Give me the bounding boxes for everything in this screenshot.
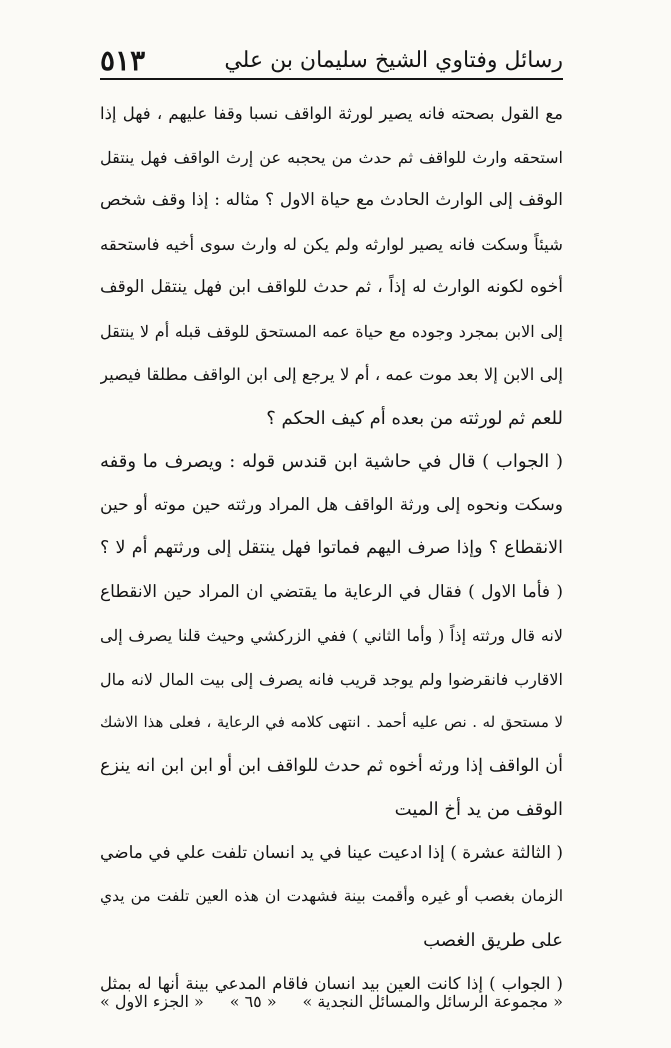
text-line: للعم ثم لورثته من بعده أم كيف الحكم ؟	[266, 407, 563, 429]
text-line: الاقارب فانقرضوا ولم يوجد قريب فانه يصرف إلى بيت المال لانه مال	[100, 669, 563, 689]
page-number: ٥١٣	[100, 44, 146, 77]
text-line: على طريق الغصب	[423, 929, 563, 951]
page-header	[100, 34, 563, 78]
text-line: لانه قال ورثته إذاً ( وأما الثاني ) ففي الزركشي وحيث قلنا يصرف إلى	[100, 626, 563, 645]
text-line: ( الجواب ) إذا كانت العين بيد انسان فاقام المدعي بينة أنها له بمثل	[100, 974, 563, 993]
text-line: أن الواقف إذا ورثه أخوه ثم حدث للواقف ابن أو ابن ابن انه ينزع	[100, 755, 563, 776]
footer-page-ref: « ٦٥ »	[229, 991, 277, 1011]
text-line: الزمان بغصب أو غيره وأقمت بينة فشهدت ان هذه العين تلفت من يدي	[100, 887, 563, 905]
footer-collection-title: « مجموعة الرسائل والمسائل النجدية »	[302, 991, 563, 1011]
text-line: استحقه وارث للواقف ثم حدث من يحجبه عن إرث الواقف فهل ينتقل	[100, 147, 563, 167]
header-rule	[100, 78, 563, 80]
footer-volume: « الجزء الاول »	[100, 991, 204, 1011]
text-line: إلى الابن بمجرد وجوده مع حياة عمه المستحق للوقف قبله أم لا ينتقل	[100, 321, 563, 341]
text-line: الوقف من يد أخ الميت	[394, 799, 563, 820]
text-line: أخوه لكونه الوارث له إذاً ، ثم حدث للواقف ابن فهل ينتقل الوقف	[100, 277, 563, 297]
text-line: لا مستحق له . نص عليه أحمد . انتهى كلامه في الرعاية ، فعلى هذا الاشك	[100, 713, 563, 731]
text-line: ( الثالثة عشرة ) إذا ادعيت عينا في يد انسان تلفت علي في ماضي	[100, 842, 563, 863]
text-line: ( الجواب ) قال في حاشية ابن قندس قوله : ويصرف ما وقفه	[100, 451, 563, 472]
text-line: شيئاً وسكت فانه يصير لوارثه ولم يكن له وارث سوى أخيه فاستحقه	[100, 234, 563, 254]
text-line: وسكت ونحوه إلى ورثة الواقف هل المراد ورثته حين موته أو حين	[100, 494, 563, 515]
text-line: ( فأما الاول ) فقال في الرعاية ما يقتضي ان المراد حين الانقطاع	[100, 581, 563, 602]
running-title: رسائل وفتاوي الشيخ سليمان بن علي	[224, 48, 563, 73]
text-line: مع القول بصحته فانه يصير لورثة الواقف نسبا وقفا عليهم ، فهل إذا	[100, 104, 563, 123]
text-line: الانقطاع ؟ وإذا صرف اليهم فماتوا فهل ينتقل إلى ورثتهم أم لا ؟	[100, 538, 563, 558]
text-line: الوقف إلى الوارث الحادث مع حياة الاول ؟ مثاله : إذا وقف شخص	[100, 190, 563, 210]
page-footer	[100, 986, 563, 1016]
text-body	[100, 92, 563, 1006]
text-line: إلى الابن إلا بعد موت عمه ، أم لا يرجع إلى ابن الواقف مطلقا فيصير	[100, 365, 563, 384]
